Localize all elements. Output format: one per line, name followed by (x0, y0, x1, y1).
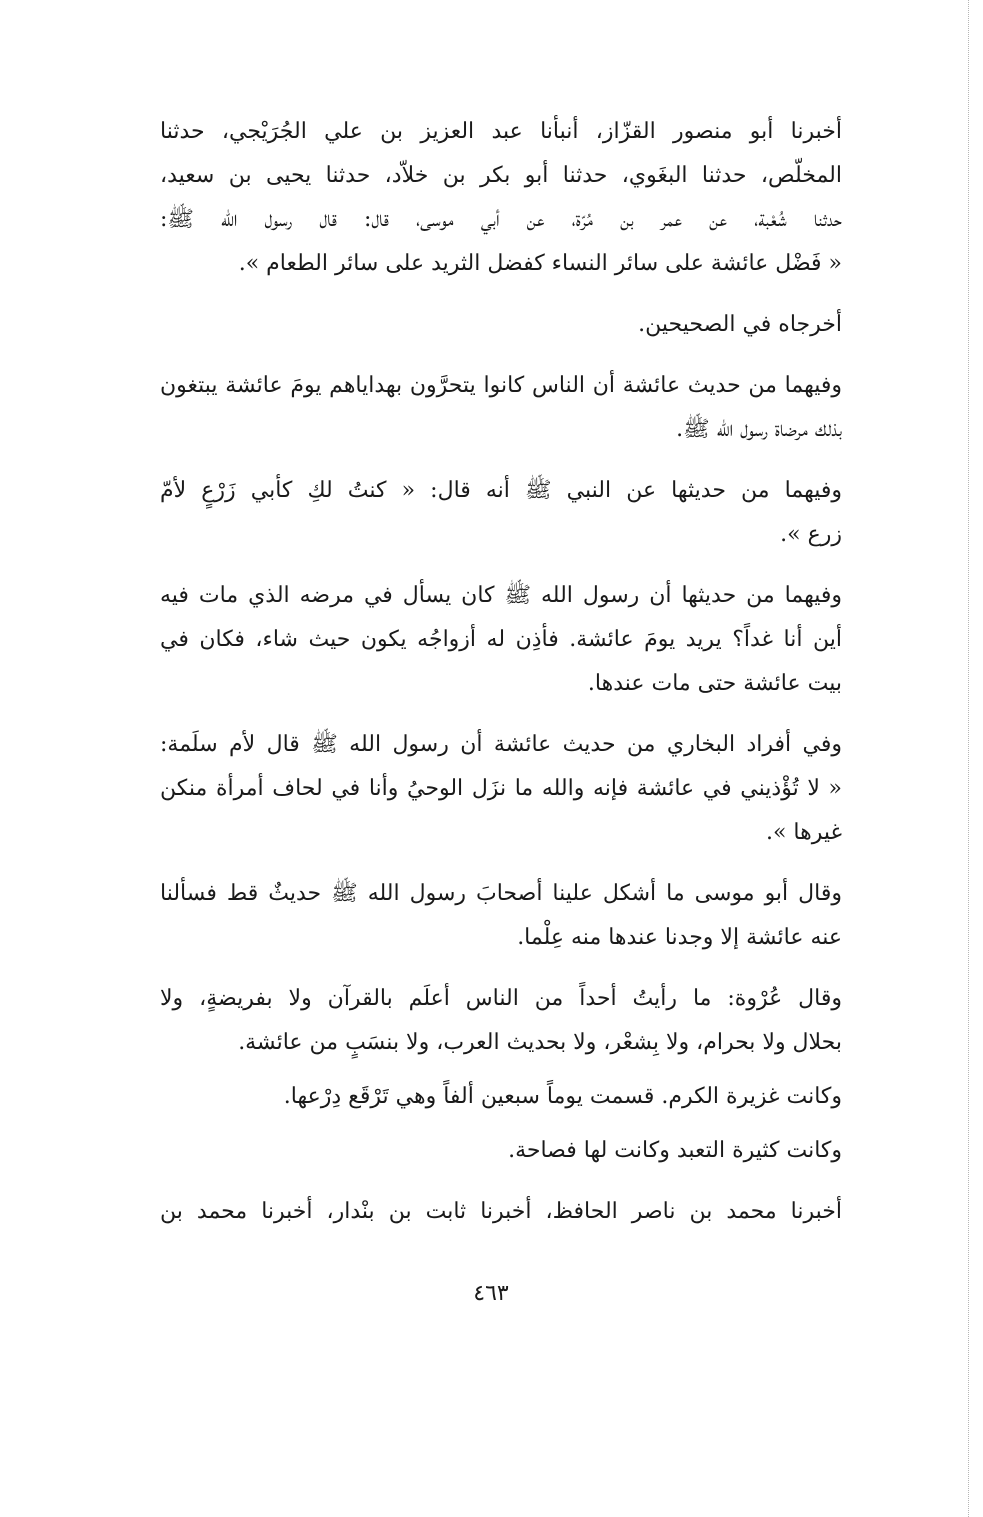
paragraph (160, 723, 842, 855)
text-line: بحلال ولا بحرام، ولا بِشعْر، ولا بحديث العرب، ولا بنسَبٍ من عائشة. (238, 1030, 842, 1055)
paragraph (160, 1129, 842, 1173)
paragraph (160, 872, 842, 960)
text-line: وقال أبو موسى ما أشكل علينا أصحابَ رسول الله ﷺ حديثٌ قط فسألنا (160, 881, 842, 906)
text-line: وفيهما من حديث عائشة أن الناس كانوا يتحرَّون بهداياهم يومَ عائشة يبتغون (160, 373, 842, 398)
text-line: المخلّص، حدثنا البغَوي، حدثنا أبو بكر بن خلاّد، حدثنا يحيى بن سعيد، (160, 163, 842, 188)
text-line: وفيهما من حديثها أن رسول الله ﷺ كان يسأل في مرضه الذي مات فيه (160, 583, 842, 608)
text-line: أخبرنا أبو منصور القزّاز، أنبأنا عبد العزيز بن علي الجُرَيْجي، حدثنا (160, 119, 842, 144)
text-line: « لا تُؤْذيني في عائشة فإنه والله ما نزَل الوحيُ وأنا في لحاف أمرأة منكن (160, 776, 842, 801)
text-line: غيرها ». (765, 820, 842, 845)
paragraph (160, 303, 842, 347)
paragraph (160, 469, 842, 557)
text-line: أخرجاه في الصحيحين. (638, 312, 842, 337)
text-line: وفي أفراد البخاري من حديث عائشة أن رسول الله ﷺ قال لأم سلَمة: (160, 732, 842, 757)
body-text (160, 110, 842, 1251)
page-number: ٤٦٣ (473, 1281, 509, 1306)
text-line: أخبرنا محمد بن ناصر الحافظ، أخبرنا ثابت بن بنْدار، أخبرنا محمد بن (160, 1199, 842, 1224)
text-line: أين أنا غداً؟ يريد يومَ عائشة. فأذِن له أزواجُه يكون حيث شاء، فكان في (160, 627, 842, 652)
paragraph (160, 1075, 842, 1119)
paragraph (160, 574, 842, 706)
text-line: وكانت غزيرة الكرم. قسمت يوماً سبعين ألفاً وهي تَرْقَع دِرْعها. (283, 1084, 842, 1109)
text-line: عنه عائشة إلا وجدنا عندها منه عِلْما. (517, 925, 842, 950)
text-line: « فَضْل عائشة على سائر النساء كفضل الثريد على سائر الطعام ». (238, 251, 842, 276)
scan-edge-divider (968, 0, 969, 1517)
text-line: وفيهما من حديثها عن النبي ﷺ أنه قال: « كنتُ لكِ كأبي زَرْعٍ لأمّ (160, 478, 842, 503)
text-line: زرع ». (780, 522, 842, 547)
paragraph (160, 1190, 842, 1234)
text-line: حدثنا شُعْبة، عن عمر بن مُرّة، عن أبي موسى، قال: قال رسول الله ﷺ: (160, 207, 842, 232)
text-line: بذلك مرضاة رسول الله ﷺ. (676, 417, 842, 442)
paragraph (160, 364, 842, 452)
paragraph (160, 110, 842, 286)
text-line: وقال عُرْوة: ما رأيتُ أحداً من الناس أعلَم بالقرآن ولا بفريضةٍ، ولا (160, 986, 842, 1011)
text-line: وكانت كثيرة التعبد وكانت لها فصاحة. (508, 1138, 842, 1163)
paragraph (160, 977, 842, 1065)
text-line: بيت عائشة حتى مات عندها. (587, 671, 842, 696)
